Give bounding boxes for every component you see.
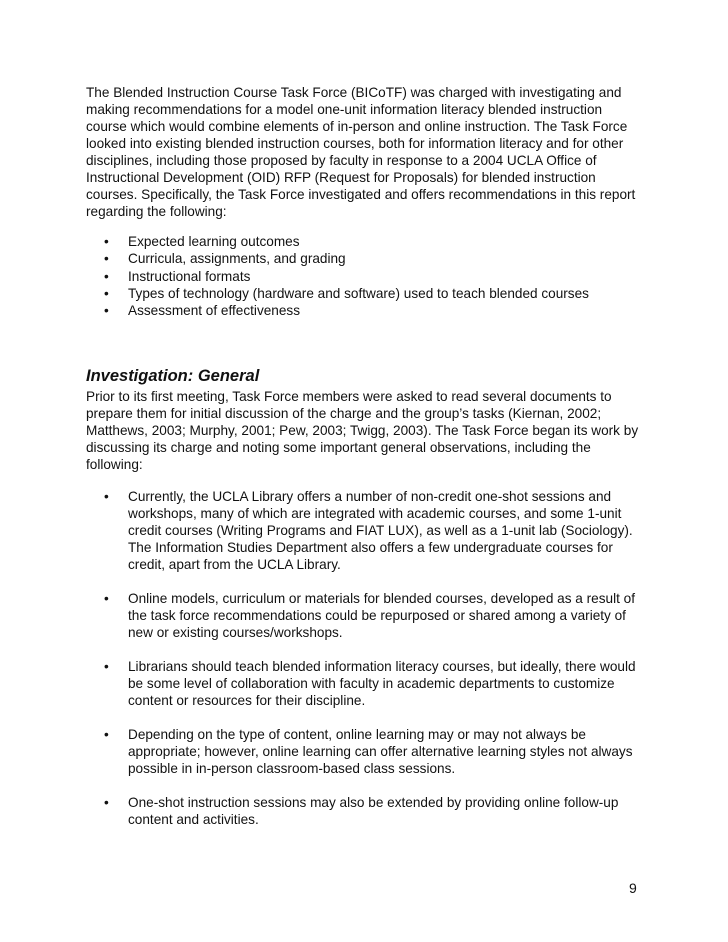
general-paragraph: Prior to its first meeting, Task Force members were asked to read several documents to prepare them for initial discussion of the charge and the group’s tasks (Kiernan, 2002; Matthews, 2003; Murphy, 2001; Pew, 2003; Twigg, 2003). The Task Force began its work by discussing its charge and noting some important general observations, including the following: xyxy=(86,389,639,472)
bullet-icon: • xyxy=(104,659,109,674)
list-item-text: Online models, curriculum or materials for blended courses, developed as a result of the task force recommendations could be repurposed or shared among a variety of new or existing courses/workshops. xyxy=(128,591,635,640)
list-item xyxy=(86,590,646,641)
list-item-text: One-shot instruction sessions may also be extended by providing online follow-up content and activities. xyxy=(128,795,619,827)
bullet-icon: • xyxy=(104,489,109,504)
list-item xyxy=(86,488,646,573)
bullet-icon: • xyxy=(104,251,109,267)
observations-list xyxy=(86,488,646,845)
list-item xyxy=(86,233,646,250)
section-heading: Investigation: General xyxy=(86,367,260,385)
list-item xyxy=(86,268,646,285)
page-number: 9 xyxy=(629,880,637,896)
list-item xyxy=(86,658,646,709)
bullet-icon: • xyxy=(104,727,109,742)
intro-paragraph: The Blended Instruction Course Task Force (BICoTF) was charged with investigating and making recommendations for a model one-unit information literacy blended instruction course which would combine elements of in-person and online instruction. The Task Force looked into existing blended instruction courses, both for information literacy and for other disciplines, including those proposed by faculty in response to a 2004 UCLA Office of Instructional Development (OID) RFP (Request for Proposals) for blended instruction courses. Specifically, the Task Force investigated and offers recommendations in this report regarding the following: xyxy=(86,85,636,219)
list-item xyxy=(86,302,646,319)
outcomes-list xyxy=(86,233,646,319)
list-item-text: Librarians should teach blended information literacy courses, but ideally, there would be some level of collaboration with faculty in academic departments to customize content or resources for their discipline. xyxy=(128,659,636,708)
list-item-text: Types of technology (hardware and software) used to teach blended courses xyxy=(128,285,589,301)
bullet-icon: • xyxy=(104,234,109,249)
list-item xyxy=(86,726,646,777)
list-item xyxy=(86,794,646,828)
bullet-icon: • xyxy=(104,303,109,319)
list-item-text: Currently, the UCLA Library offers a number of non-credit one-shot sessions and workshops, many of which are integrated with academic courses, and some 1-unit credit courses (Writing Programs and FIAT LUX), as well as a 1-unit lab (Sociology). The Information Studies Department also offers a few undergraduate courses for credit, apart from the UCLA Library. xyxy=(128,489,633,572)
bullet-icon: • xyxy=(104,285,109,301)
bullet-icon: • xyxy=(104,795,109,810)
list-item-text: Expected learning outcomes xyxy=(128,234,300,249)
list-item xyxy=(86,250,646,267)
bullet-icon: • xyxy=(104,268,109,284)
list-item xyxy=(86,285,646,302)
list-item-text: Depending on the type of content, online learning may or may not always be appropriate; however, online learning can offer alternative learning styles not always possible in in-person classroom-based class sessions. xyxy=(128,727,633,776)
bullet-icon: • xyxy=(104,591,109,606)
list-item-text: Assessment of effectiveness xyxy=(128,303,301,319)
list-item-text: Curricula, assignments, and grading xyxy=(128,251,346,267)
list-item-text: Instructional formats xyxy=(128,268,251,284)
